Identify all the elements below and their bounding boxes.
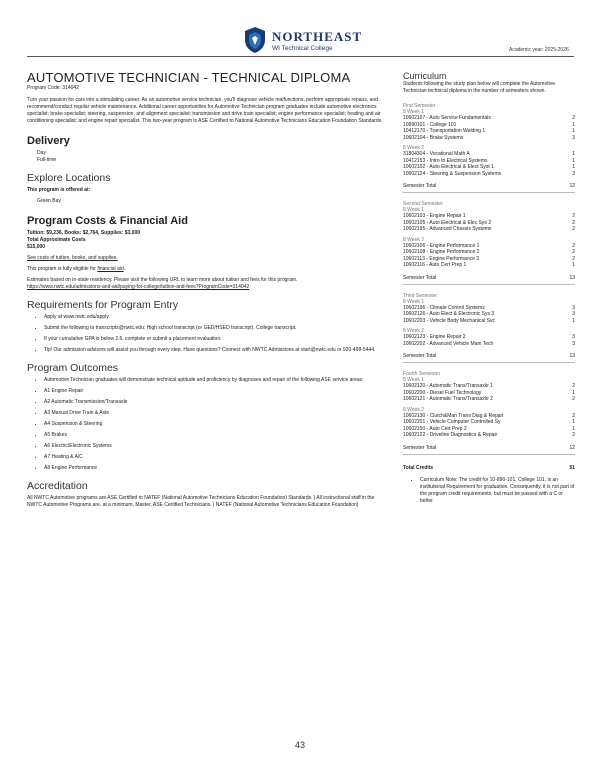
semester-total-label: Semester Total — [403, 353, 437, 359]
delivery-item: Day — [37, 150, 46, 156]
list-item: • Tip! Our admission advisors will assist you through every step. Have questions? Connect with NWTC Admissions at start@nwtc.edu or 920-498-5444. — [44, 347, 383, 354]
college-logo — [243, 26, 363, 56]
course-name: 10602103 - Engine Repair 1 — [403, 213, 466, 219]
list-item: • A2 Automatic Transmission/Transaxle — [44, 399, 383, 406]
estimates-text: Estimates based on in-state residency. Please visit the following URL to learn more about tuition and fees for this program. — [27, 277, 298, 283]
outcomes-heading: Program Outcomes — [27, 362, 119, 374]
course-credits: 2 — [572, 255, 575, 262]
week-group — [403, 328, 575, 347]
course-credits: 3 — [572, 340, 575, 347]
list-item: • A8 Engine Performance — [44, 465, 383, 472]
week-label: 8 Week 2 — [403, 145, 425, 151]
week-group — [403, 145, 575, 177]
semester-divider — [403, 284, 575, 285]
course-credits: 2 — [572, 396, 575, 402]
total-credits-label: Total Credits — [403, 464, 434, 471]
course-row — [403, 396, 575, 403]
delivery-item: Full-time — [37, 157, 57, 163]
offered-at-label: This program is offered at: — [27, 187, 91, 193]
list-item: • Submit the following to transcripts@nwtc.edu: High school transcript (or GED/HSED transcript). College transcript. — [44, 325, 383, 332]
accreditation-text: All NWTC Automotive programs are ASE Certified to NATEF (National Automotive Technicians Education Foundation) Standards. | All instructional staff in the NWTC Automotive Programs are, at a minimum, Master, ASE Certified Technicians. | NATEF (National Automotive Technicians Education Foundation) — [27, 495, 375, 508]
course-row — [403, 262, 575, 269]
course-credits: 2 — [572, 432, 575, 438]
course-credits: 1 — [572, 317, 575, 324]
course-name: 10602203 - Vehicle Body Mechanical Svc — [403, 317, 496, 324]
total-costs-value: $15,000 — [27, 244, 46, 250]
course-row — [403, 432, 575, 439]
shield-logo-icon — [243, 26, 267, 54]
course-credits: 1 — [572, 151, 575, 157]
curriculum-intro: Students following the study plan below will complete the Automotive Technician technical diploma in the number of semesters shown. — [403, 81, 556, 94]
semester-name: Fourth Semester — [403, 371, 441, 377]
financial-aid-prefix: This program is fully eligible for — [27, 266, 98, 272]
course-credits: 1 — [572, 389, 575, 396]
course-row — [403, 171, 575, 178]
semester-total-label: Semester Total — [403, 274, 437, 281]
week-group — [403, 407, 575, 439]
page-number: 43 — [294, 740, 305, 750]
week-group — [403, 207, 575, 233]
course-name: 10412153 - Intro to Electrical Systems — [403, 157, 488, 164]
course-credits: 1 — [572, 128, 575, 134]
semester-divider — [403, 454, 575, 455]
course-name: 10602196 - Climate Control Systems — [403, 304, 485, 311]
course-name: 10602124 - Steering & Suspension Systems — [403, 170, 502, 177]
course-row — [403, 341, 575, 348]
semester-name: First Semester — [403, 103, 436, 109]
course-name: 10602102 - Auto Electrical & Elect Syst 1 — [403, 164, 494, 170]
academic-year: Academic year: 2025-2026 — [509, 47, 569, 53]
course-credits: 2 — [572, 412, 575, 419]
semester-total-row — [403, 353, 575, 359]
course-name: 10602113 - Engine Performance 3 — [403, 255, 480, 262]
course-name: 10602108 - Engine Performance 2 — [403, 249, 480, 255]
week-label: 8 Week 1 — [403, 298, 425, 305]
semester-name: Third Semester — [403, 292, 438, 299]
semester-total-label: Semester Total — [403, 183, 437, 189]
course-credits: 3 — [572, 334, 575, 340]
course-name: 10602122 - Driveline Diagnostics & Repair — [403, 432, 498, 438]
program-code: Program Code: 314042 — [27, 85, 79, 91]
costs-heading: Program Costs & Financial Aid — [27, 215, 188, 227]
total-credits-row — [403, 465, 575, 471]
course-row — [403, 318, 575, 325]
week-group — [403, 377, 575, 403]
curriculum-note: • Curriculum Note: The credit for 10-890-101, College 101, is an institutional Requirement for graduation. Consequently, it is not part of the program credit requirements, but must be passed with a C or better. — [420, 477, 575, 505]
list-item: • A4 Suspension & Steering — [44, 421, 383, 428]
curriculum-notes — [403, 477, 575, 505]
semester-total-value: 13 — [569, 274, 575, 281]
list-item: • A6 Electric/Electronic Systems — [44, 443, 383, 450]
outcomes-list — [27, 377, 383, 472]
requirements-list — [27, 314, 383, 354]
course-name: 10602123 - Engine Repair 2 — [403, 334, 466, 340]
course-name: 10602104 - Brake Systems — [403, 134, 464, 141]
course-credits: 2 — [572, 226, 575, 232]
requirements-heading: Requirements for Program Entry — [27, 299, 179, 311]
week-group — [403, 237, 575, 269]
list-item: • If your cumulative GPA is below 2.6, complete or submit a placement evaluation. — [44, 336, 383, 343]
list-item: • A3 Manual Drive Train & Axle — [44, 410, 383, 417]
week-group — [403, 109, 575, 141]
header-divider — [27, 56, 574, 57]
week-label: 8 Week 2 — [403, 328, 425, 334]
course-name: 10602120 - Automatic Trans/Transaxle 1 — [403, 383, 493, 389]
list-item: • Apply at www.nwtc.edu/apply. — [44, 314, 383, 321]
semester-total-value: 13 — [569, 353, 575, 359]
total-costs-label: Total Approximate Costs — [27, 237, 86, 243]
delivery-list — [27, 150, 383, 164]
page-title: AUTOMOTIVE TECHNICIAN - TECHNICAL DIPLOMA — [27, 70, 351, 85]
semester-name: Second Semester — [403, 201, 443, 207]
logo-subtitle: WI Technical College — [272, 45, 333, 52]
costs-link[interactable]: See costs of tuition, books, and supplies. — [27, 255, 118, 261]
program-details — [27, 70, 383, 509]
semester-total-value: 12 — [569, 444, 575, 451]
week-label: 8 Week 1 — [403, 109, 425, 115]
locations-heading: Explore Locations — [27, 172, 111, 184]
cost-breakdown: Tuition: $9,236, Books: $2,764, Supplies: $3,000 — [27, 230, 141, 236]
course-credits: 3 — [572, 304, 575, 311]
course-name: 10602106 - Engine Performance 1 — [403, 242, 480, 249]
week-label: 8 Week 1 — [403, 377, 425, 383]
semester-total-row — [403, 275, 575, 281]
semester-block — [403, 371, 575, 455]
course-credits: 3 — [572, 311, 575, 317]
week-label: 8 Week 2 — [403, 236, 425, 243]
course-credits: 1 — [572, 262, 575, 268]
course-name: 10602121 - Automatic Trans/Transaxle 2 — [403, 396, 493, 402]
course-name: 10412170 - Transportation Welding 1 — [403, 128, 486, 134]
course-credits: 3 — [572, 134, 575, 141]
course-credits: 2 — [572, 219, 575, 226]
delivery-heading: Delivery — [27, 135, 70, 147]
course-credits: 2 — [572, 249, 575, 255]
semester-list — [403, 103, 575, 455]
course-name: 10602200 - Diesel Fuel Technology — [403, 389, 482, 396]
semester-total-label: Semester Total — [403, 444, 437, 451]
list-item: • A5 Brakes — [44, 432, 383, 439]
semester-block — [403, 293, 575, 364]
course-name: 10602126 - Auto Elect & Electronic Sys 3 — [403, 311, 495, 317]
accreditation-heading: Accreditation — [27, 480, 88, 492]
course-name: 31804304 - Vocational Math A — [403, 151, 470, 157]
course-credits: 2 — [572, 115, 575, 121]
semester-block — [403, 103, 575, 193]
semester-total-row — [403, 445, 575, 451]
list-item: • Automotive Technician graduates will demonstrate technical aptitude and proficiency by diagnoses and repair of the following ASE service areas: — [44, 377, 383, 384]
course-credits: 2 — [572, 242, 575, 249]
tuition-url-link[interactable]: https://www.nwtc.edu/admissions-and-aid/paying-for-college/tuition-and-fees?ProgramCode=314042 — [27, 284, 250, 290]
logo-name: NORTHEAST — [272, 29, 363, 44]
financial-aid-text: This program is fully eligible for financial aid. — [27, 266, 126, 272]
course-row — [403, 226, 575, 233]
course-credits: 3 — [572, 170, 575, 177]
curriculum-panel — [403, 71, 575, 509]
week-group — [403, 299, 575, 325]
course-credits: 2 — [572, 383, 575, 389]
course-credits: 1 — [572, 164, 575, 170]
course-credits: 1 — [572, 157, 575, 164]
course-name: 10602150 - Auto Cert Prep 2 — [403, 425, 467, 432]
course-credits: 1 — [572, 425, 575, 432]
course-name: 10602130 - Clutch&Man Trans Diag & Repair — [403, 412, 504, 419]
course-name: 10890101 - College 101 — [403, 121, 457, 128]
program-description: Turn your passion for cars into a stimulating career. As an automotive service technician, you'll diagnose vehicle malfunctions, perform appropriate repairs, and recommend/conduct regular vehicle maintenance. Additional career opportunities for Automotive Technician program graduates include automotive electronics specialist; brake specialist; steering, suspension, and alignment specialist; transmission and drive train specialist; engine performance specialist; heating and air conditioning specialist; and engine repair specialist. This two-year program is ASE Certified to National Automotive Technicians Education Foundation Standards. — [27, 97, 383, 124]
total-credits-value: 51 — [569, 464, 575, 471]
course-credits: 2 — [572, 213, 575, 219]
semester-total-value: 12 — [569, 183, 575, 189]
campus-name: Green Bay — [37, 198, 61, 204]
list-item: • A7 Heating & A/C — [44, 454, 383, 461]
curriculum-heading: Curriculum — [403, 71, 447, 81]
course-name: 10602107 - Auto Service Fundamentals — [403, 115, 491, 121]
course-name: 10602116 - Auto Cert Prep 1 — [403, 262, 467, 268]
week-label: 8 Week 2 — [403, 406, 425, 413]
week-label: 8 Week 1 — [403, 207, 425, 213]
semester-divider — [403, 362, 575, 363]
course-name: 10602201 - Vehicle Computer Controlled Sy — [403, 419, 501, 425]
list-item: • A1 Engine Repair — [44, 388, 383, 395]
semester-block — [403, 201, 575, 285]
course-row — [403, 135, 575, 142]
course-credits: 1 — [572, 419, 575, 425]
financial-aid-link[interactable]: financial aid — [97, 266, 124, 272]
course-name: 10602105 - Auto Electrical & Elec Sys 2 — [403, 219, 492, 226]
semester-divider — [403, 192, 575, 193]
semester-total-row — [403, 183, 575, 189]
course-name: 10602202 - Advanced Vehicle Main Tech — [403, 340, 494, 347]
course-credits: 1 — [572, 121, 575, 128]
course-name: 10602195 - Advanced Chassis Systems — [403, 226, 492, 232]
